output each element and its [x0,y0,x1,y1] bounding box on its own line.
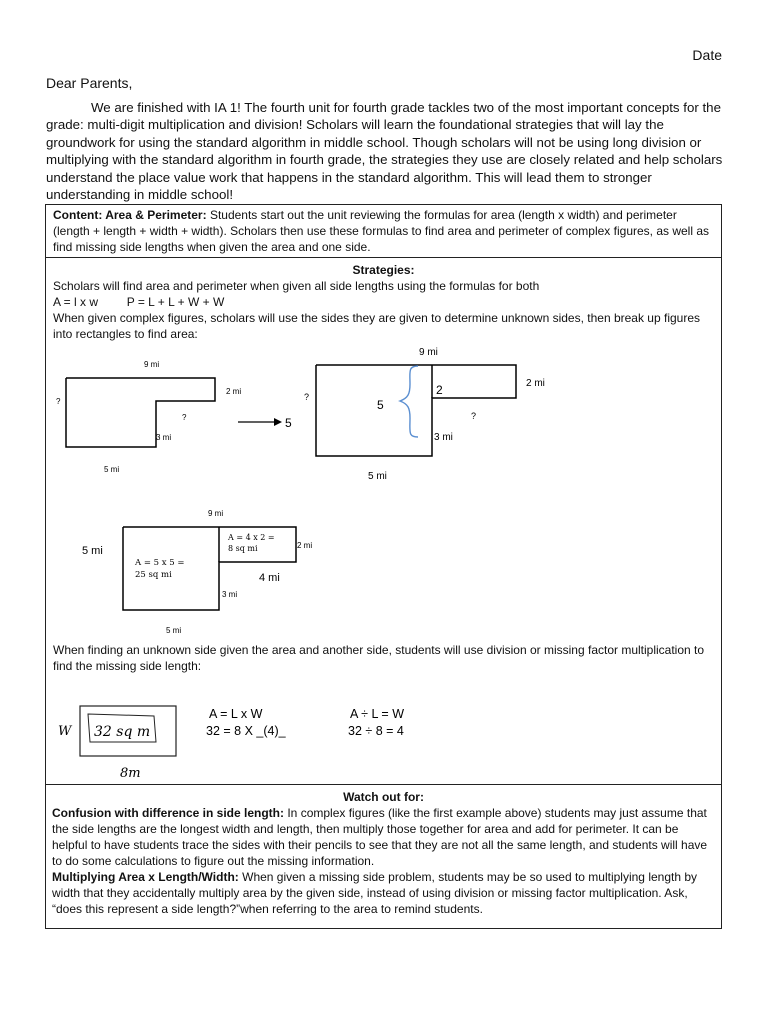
missing-side-diagram [46,684,721,784]
formula-area: A = l x w [53,295,99,309]
arrow-label: 5 [285,416,292,430]
fig1-step-label: 3 mi [156,433,172,442]
fig1-inner-label: ? [182,413,187,422]
figures-diagram [46,342,721,642]
content-row [46,205,721,258]
info-table [45,204,722,929]
formula-perimeter: P = L + L + W + W [126,295,225,309]
fig2-inner-label: ? [471,411,477,421]
watch-item-1-text: In complex figures (like the first example above) students may just assume that the side lengths are the longest width and length, then multiply those together for area and add for perimeter. It can be helpful to have students trace the sides with their pencils to see that they are not all the same length, and students will have to do some calculations to figure out the missing information. [52,806,708,868]
fig2-brace-left: 5 [377,398,384,412]
fig3-top-label: 9 mi [208,509,224,518]
date-label: Date [692,47,722,63]
watch-row [46,785,721,929]
figure-1 [56,360,241,474]
equation-right-1: A ÷ L = W [350,707,404,721]
equation-left-1: A = L x W [209,707,263,721]
equation-right-2: 32 ÷ 8 = 4 [348,724,404,738]
strategies-title: Strategies: [352,263,415,277]
watch-item-2-text: When given a missing side problem, students may be so used to multiplying length by width that they accidentally multiply area by the given side, instead of using division or missing factor multiplication. Ask, “does this represent a side length?”when referring to the area to remind students. [52,870,698,916]
content-cell [46,205,721,257]
fig3-mid-label: 4 mi [259,572,280,584]
fig2-step-label: 3 mi [434,432,453,443]
fig3-small-area-1: A = 4 x 2 = [228,533,275,542]
intro-paragraph [46,99,726,203]
hand-bottom-label: 8m [120,766,141,781]
fig3-step-label: 3 mi [222,590,238,599]
figure-2 [304,347,545,482]
figure-3 [82,509,312,635]
strategies-line2: When given complex figures, scholars will use the sides they are given to determine unknown sides, then break up figures into rectangles to find area: [53,311,701,341]
fig1-right-label: 2 mi [226,387,242,396]
watch-title: Watch out for: [343,790,424,804]
watch-item-2 [46,869,721,917]
fig3-left-label: 5 mi [82,545,103,557]
content-text: Students start out the unit reviewing the formulas for area (length x width) and perimeter (length + length + width + width). Scholars then use these formulas to find area and perimeter of complex figures, as well as find missing side lengths when given the area and one side. [53,208,710,254]
watch-item-1-label: Confusion with difference in side length: [52,806,285,820]
fig3-big-area-2: 25 sq mi [135,570,172,580]
fig1-bottom-label: 5 mi [104,465,120,474]
blue-brace-icon [400,366,418,437]
fig2-brace-right: 2 [436,383,443,397]
fig3-bottom-label: 5 mi [166,626,182,635]
content-label: Content: Area & Perimeter: [53,208,207,222]
strategies-line3: When finding an unknown side given the area and another side, students will use division or missing factor multiplication to find the missing side length: [53,643,705,673]
arrow-head-icon [274,418,282,426]
fig1-top-label: 9 mi [144,360,160,369]
equation-left-2: 32 = 8 X _(4)_ [206,724,286,738]
hand-w-label: W [58,724,72,739]
figure-2-outline [316,365,516,456]
intro-text: We are finished with IA 1! The fourth unit for fourth grade tackles two of the most important concepts for the grade: multi-digit multiplication and division! Scholars will learn the foundational strategies that will lay the groundwork for using the standard algorithm in middle school. Though scholars will not be using long division or multiplying with the standard algorithm in fourth grade, the strategies they use are closely related and help scholars understand the place value work that happens in the standard algorithm. This will lead them to stronger understanding in middle school! [46,100,723,203]
fig2-top-label: 9 mi [419,347,438,358]
watch-item-1 [46,805,721,869]
fig2-left-label: ? [304,392,310,402]
fig3-big-area-1: A = 5 x 5 = [135,558,185,568]
formulas-line [46,294,721,310]
salutation: Dear Parents, [46,75,133,91]
fig2-bottom-label: 5 mi [368,471,387,482]
fig2-right-label: 2 mi [526,378,545,389]
strategies-row [46,258,721,785]
watch-item-2-label: Multiplying Area x Length/Width: [52,870,239,884]
arrow [238,416,292,430]
hand-area-label: 32 sq m [94,724,151,740]
strategies-line1: Scholars will find area and perimeter when given all side lengths using the formulas for both [53,279,540,293]
fig3-small-area-2: 8 sq mi [228,544,258,553]
fig3-right-label: 2 mi [297,541,313,550]
figure-1-outline [66,378,215,447]
fig1-left-label: ? [56,397,61,406]
